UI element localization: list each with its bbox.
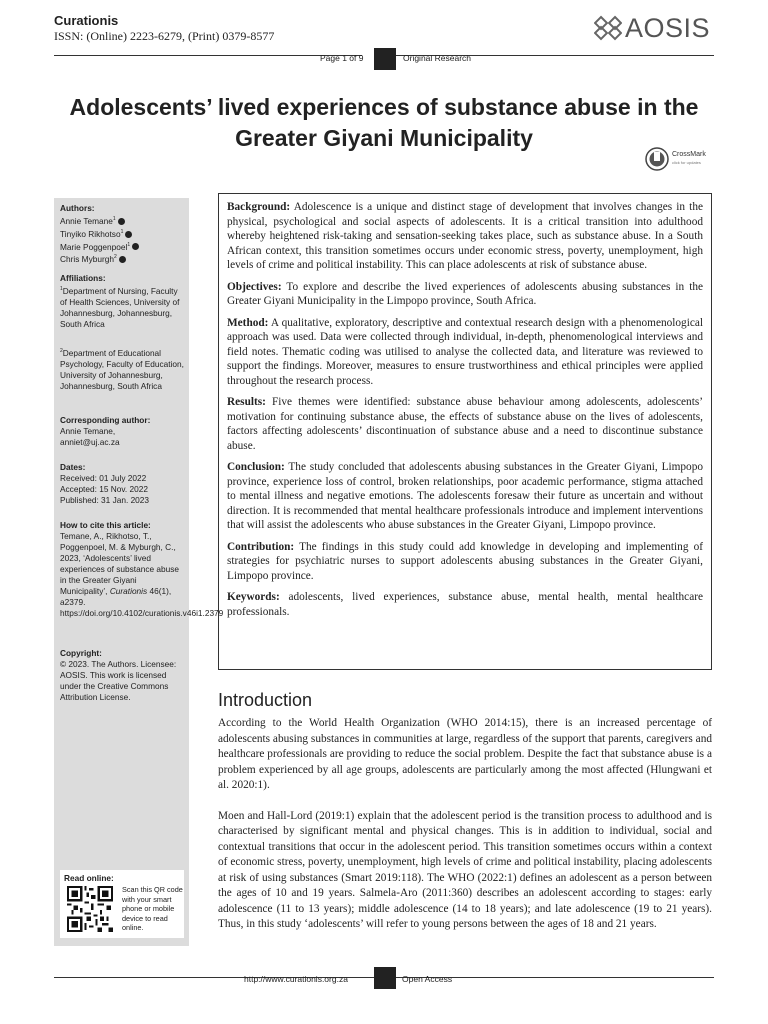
corr-name: Annie Temane, [60, 426, 116, 436]
crossmark-icon [645, 147, 669, 171]
author-name: Tinyiko Rikhotso [60, 228, 121, 239]
affiliation-1: Department of Nursing, Faculty of Health Sciences, University of Johannesburg, Johannesburg, South Africa [60, 285, 180, 329]
affiliation-2: Department of Educational Psychology, Faculty of Education, University of Johannesburg, Johannesburg, South Africa [60, 347, 184, 391]
body-text [218, 716, 712, 948]
abstract-label: Keywords: [227, 591, 280, 603]
abstract-label: Results: [227, 396, 266, 408]
abstract-text: The findings in this study could add knowledge in developing and implementing of strategies for psychiatric nurses to support adolescents abusing substances in the Greater Giyani, Limpopo province. [227, 540, 703, 582]
orcid-icon[interactable] [132, 243, 139, 250]
footer-open-access: Open Access [402, 974, 453, 984]
qr-instructions: Scan this QR code with your smart phone or mobile device to read online. [122, 885, 183, 932]
affiliations-heading: Affiliations: [60, 273, 106, 283]
abstract-label: Method: [227, 316, 269, 329]
author-name: Chris Myburgh [60, 254, 114, 265]
abstract-background [227, 200, 703, 273]
cite-journal: Curationis [109, 586, 148, 596]
date-received: Received: 01 July 2022 [60, 473, 147, 483]
section-heading-introduction: Introduction [218, 690, 313, 710]
dates-block [60, 462, 185, 506]
issn-line: ISSN: (Online) 2223-6279, (Print) 0379-8577 [54, 29, 275, 43]
read-online-label: Read online: [64, 873, 114, 883]
qr-code-icon[interactable] [67, 886, 113, 932]
orcid-icon[interactable] [119, 256, 126, 263]
abstract-objectives [227, 280, 703, 309]
footer-url-link[interactable]: http://www.curationis.org.za [244, 974, 348, 984]
affiliations-block [60, 273, 185, 330]
date-accepted: Accepted: 15 Nov. 2022 [60, 484, 148, 494]
author-item [60, 252, 185, 265]
cite-heading: How to cite this article: [60, 520, 151, 530]
author-name: Annie Temane [60, 215, 113, 226]
date-published: Published: 31 Jan. 2023 [60, 495, 150, 505]
abstract-text: A qualitative, exploratory, descriptive and contextual research design with a phenomenological approach was used. Data were collected through individual, in-depth, phenomenological interviews and field notes. Thematic coding was utilised to analyse the collected data, and literature was reviewed to support the findings. Moreover, measures to ensure trustworthiness and ethical principles were applied throughout the research process. [227, 316, 703, 387]
abstract-text: adolescents, lived experiences, substance abuse, mental health, mental healthcare professionals. [227, 591, 703, 618]
corr-heading: Corresponding author: [60, 415, 151, 425]
orcid-icon[interactable] [125, 231, 132, 238]
copyright-block [60, 648, 185, 703]
author-sup: 2 [113, 254, 117, 261]
citation-block [60, 520, 224, 619]
abstract-label: Conclusion: [227, 461, 285, 473]
author-item [60, 240, 185, 253]
corr-email[interactable]: anniet@uj.ac.za [60, 437, 120, 447]
cite-post: 46(1), a2379. https://doi.org/10.4102/curationis.v46i1.2379 [60, 586, 224, 618]
author-item [60, 227, 185, 240]
abstract-text: To explore and describe the lived experiences of adolescents abusing substances in the Greater Giyani Municipality in the Limpopo province, South Africa. [227, 280, 703, 307]
corresponding-author-block [60, 415, 185, 448]
body-paragraph-2: Moen and Hall-Lord (2019:1) explain that the adolescent period is the transition process to adulthood and is characterised by significant mental and physical changes. This is in addition to individual, social and contextual transitions that occur in the adolescent period. This transition sometimes occurs within a context of economic stress, poverty, unemployment, high levels of crime and political instability, placing adolescents at risk of using substances (Smart 2019:118). The WHO (2022:1) defines an adolescent as a person between the ages of 10 and 19 years. Salmela-Aro (2011:360) describes an adolescent according to stages: early adolescence (11 to 13 years); middle adolescence (14 to 18 years); and late adolescence (19 to 21 years). Thus, in this study ‘adolescents’ will refer to young persons between the ages of 18 and 21 years. [218, 809, 712, 930]
authors-heading: Authors: [60, 203, 95, 213]
publisher-logo-text: AOSIS [625, 13, 711, 43]
header-block [374, 48, 396, 70]
affiliation-2-block [60, 346, 185, 392]
citation-text [60, 531, 224, 619]
authors-block [60, 203, 185, 265]
orcid-icon[interactable] [118, 218, 125, 225]
abstract-label: Objectives: [227, 280, 282, 293]
journal-name: Curationis [54, 13, 119, 28]
author-sup: 1 [112, 216, 116, 222]
copyright-text: © 2023. The Authors. Licensee: AOSIS. This work is licensed under the Creative Commons Attribution License. [60, 659, 177, 702]
abstract-contribution [227, 540, 703, 584]
abstract-conclusion [227, 460, 703, 533]
abstract-text: Adolescence is a unique and distinct stage of development that involves changes in the physical, psychological and social aspects of adolescents. It is a critical transition into adulthood whereby heightened risk-taking and sensation-seeking takes place, such as substance abuse. In a South African context, this transition sometimes occurs under economic stress, poverty, unemployment, high levels of crime and political instability. This can place adolescents at risk of substance abuse. [227, 201, 703, 271]
crossmark-label: CrossMark [672, 151, 706, 158]
page-info: Page 1 of 9 [320, 53, 364, 63]
abstract-box [218, 193, 712, 670]
crossmark-sub: click for updates [672, 160, 701, 165]
header-rule [54, 55, 362, 56]
dates-heading: Dates: [60, 462, 86, 472]
affiliation-sup: 2 [60, 348, 63, 354]
crossmark-badge[interactable] [645, 147, 706, 171]
author-sup: 1 [127, 241, 131, 248]
abstract-keywords [227, 590, 703, 619]
abstract-label: Contribution: [227, 540, 295, 553]
author-sup: 1 [120, 228, 124, 235]
footer-block [374, 967, 396, 989]
abstract-text: The study concluded that adolescents abusing substances in the Greater Giyani, Limpopo province, experience loss of control, broken relationships, poor academic performance, stigma attached to mental illness and negative emotions. The adolescents foresaw their future as uncertain and without direction. It is recommended that mental healthcare professionals introduce and implement interventions that will assist the adolescents who abuse substances in the Greater Giyani, Limpopo province. [227, 461, 703, 531]
abstract-method [227, 316, 703, 389]
author-name: Marie Poggenpoel [60, 241, 128, 252]
article-type: Original Research [403, 53, 472, 63]
abstract-label: Background: [227, 201, 291, 213]
abstract-text: Five themes were identified: substance abuse behaviour among adolescents, adolescents’ motivation for continuing substance abuse, the effects of substance abuse on the lives of adolescents, factors affecting adolescents’ discontinuation of substance abuse and a need to discontinue substance abuse. [227, 396, 703, 452]
aosis-mark-icon [594, 15, 622, 41]
cite-pre: Temane, A., Rikhotso, T., Poggenpoel, M. & Myburgh, C., 2023, ‘Adolescents’ lived experiences of substance abuse in the Greater Giyani Municipality’, [60, 531, 180, 596]
body-paragraph-1: According to the World Health Organization (WHO 2014:15), there is an increased percentage of adolescents abusing substances in communities at large, regardless of the support that parents, caregivers and healthcare professionals are providing to reduce the social problem. Despite the fact that substance abuse is a problem experienced by all age groups, adolescents are particularly among the most affected (Hlungwani et al. 2020:1). [218, 717, 712, 791]
author-item [60, 214, 185, 227]
abstract-results [227, 395, 703, 453]
article-title: Adolescents’ lived experiences of substance abuse in the Greater Giyani Municipality [69, 94, 699, 151]
publisher-logo [594, 14, 710, 42]
copyright-heading: Copyright: [60, 648, 102, 658]
affiliation-sup: 1 [60, 286, 63, 292]
